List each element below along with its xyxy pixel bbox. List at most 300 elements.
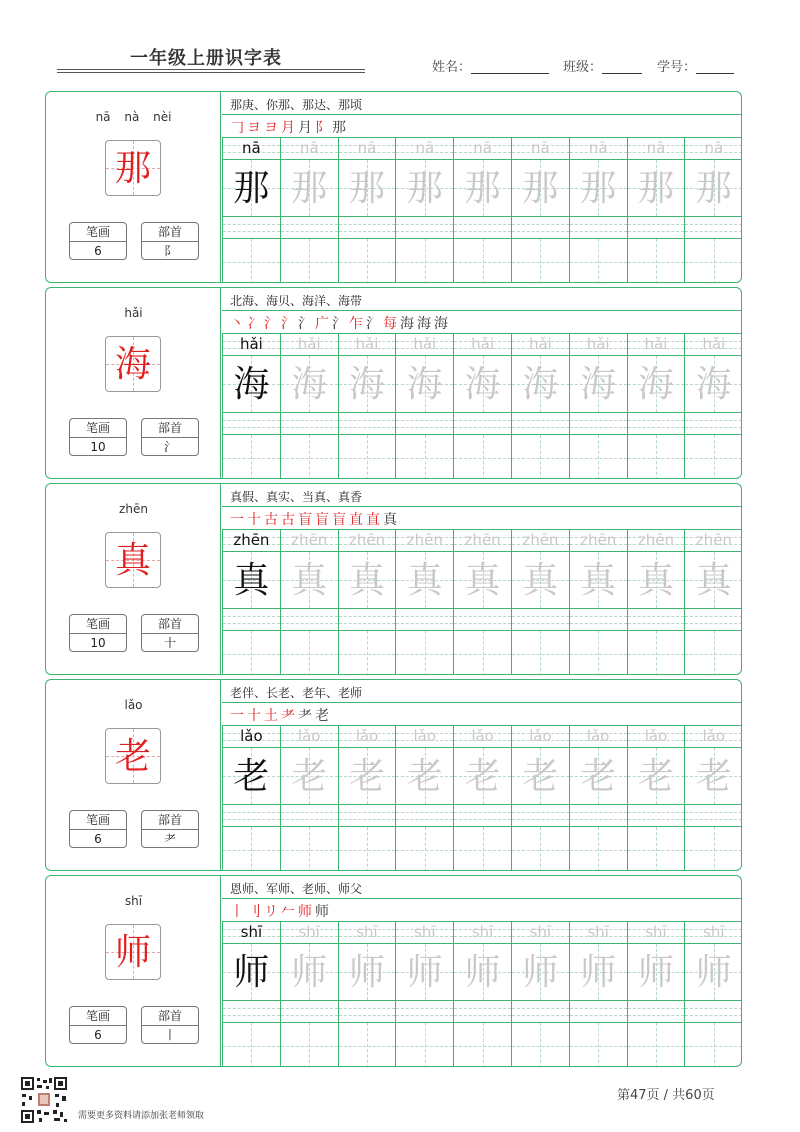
blank-character-cell[interactable] [511, 826, 569, 871]
pinyin-practice-cell[interactable] [511, 921, 569, 943]
character-practice-cell[interactable] [338, 551, 396, 608]
blank-character-cell[interactable] [222, 434, 280, 479]
blank-pinyin-cell[interactable] [511, 412, 569, 434]
pinyin-practice-cell[interactable] [222, 725, 280, 747]
pinyin-practice-cell[interactable] [511, 137, 569, 159]
blank-pinyin-cell[interactable] [395, 608, 453, 630]
practice-character: 那 [522, 168, 559, 209]
blank-pinyin-cell[interactable] [627, 608, 685, 630]
pinyin-practice-cell[interactable] [453, 725, 511, 747]
blank-pinyin-cell[interactable] [453, 216, 511, 238]
blank-pinyin-cell[interactable] [684, 216, 742, 238]
character-practice-cell[interactable] [280, 551, 338, 608]
blank-character-cell[interactable] [395, 826, 453, 871]
number-blank[interactable] [696, 60, 734, 74]
pinyin-practice-cell[interactable] [395, 333, 453, 355]
practice-character: 师 [348, 952, 385, 993]
blank-pinyin-cell[interactable] [569, 804, 627, 826]
radical-label: 部首 [142, 811, 198, 830]
blank-character-cell[interactable] [453, 630, 511, 675]
character-practice-cell[interactable] [222, 943, 280, 1000]
blank-pinyin-cell[interactable] [453, 804, 511, 826]
practice-character: 真 [637, 560, 674, 601]
pinyin-practice-cell[interactable] [280, 529, 338, 551]
radical-value: 氵 [163, 440, 176, 454]
blank-pinyin-cell[interactable] [511, 1000, 569, 1022]
blank-character-cell[interactable] [222, 1022, 280, 1067]
stroke-step: 耂 [298, 708, 315, 724]
blank-pinyin-cell[interactable] [395, 804, 453, 826]
blank-pinyin-cell[interactable] [222, 608, 280, 630]
character-practice-cell[interactable] [395, 551, 453, 608]
practice-pinyin: nā [588, 139, 608, 157]
blank-character-cell[interactable] [280, 826, 338, 871]
blank-character-cell[interactable] [395, 434, 453, 479]
stroke-step: 氵每 [366, 316, 400, 332]
radical-box [141, 418, 199, 456]
blank-pinyin-cell[interactable] [280, 216, 338, 238]
practice-pinyin: shī [240, 923, 263, 941]
blank-pinyin-cell[interactable] [627, 216, 685, 238]
character-info-panel [46, 876, 221, 1066]
character-practice-cell[interactable] [569, 551, 627, 608]
blank-pinyin-cell[interactable] [627, 804, 685, 826]
character-practice-cell[interactable] [453, 943, 511, 1000]
blank-character-cell[interactable] [569, 434, 627, 479]
pinyin-practice-cell[interactable] [222, 529, 280, 551]
blank-pinyin-cell[interactable] [395, 216, 453, 238]
pinyin-readings: lǎo [124, 698, 143, 712]
practice-pinyin: lǎo [240, 727, 263, 745]
character-practice-cell[interactable] [684, 747, 742, 804]
pinyin-practice-cell[interactable] [395, 529, 453, 551]
blank-pinyin-cell[interactable] [280, 608, 338, 630]
featured-character: 海 [114, 344, 151, 385]
pinyin-practice-cell[interactable] [395, 921, 453, 943]
practice-pinyin: shī [414, 923, 436, 941]
practice-character: 师 [406, 952, 443, 993]
pinyin-practice-cell[interactable] [569, 529, 627, 551]
pinyin-readings: shī [124, 894, 143, 908]
name-blank[interactable] [471, 60, 549, 74]
blank-character-cell[interactable] [222, 630, 280, 675]
blank-pinyin-cell[interactable] [280, 1000, 338, 1022]
blank-character-cell[interactable] [453, 434, 511, 479]
blank-character-cell[interactable] [338, 238, 396, 283]
blank-character-cell[interactable] [627, 630, 685, 675]
character-practice-cell[interactable] [222, 747, 280, 804]
character-practice-cell[interactable] [684, 943, 742, 1000]
practice-panel [222, 288, 742, 478]
practice-pinyin: hǎi [297, 335, 321, 353]
practice-pinyin: lǎo [297, 727, 321, 745]
blank-pinyin-cell[interactable] [569, 608, 627, 630]
pinyin-practice-cell[interactable] [684, 725, 742, 747]
character-practice-cell[interactable] [453, 551, 511, 608]
blank-character-cell[interactable] [222, 826, 280, 871]
stroke-step: 古 [264, 512, 281, 528]
practice-character: 海 [522, 364, 559, 405]
practice-pinyin: shī [703, 923, 725, 941]
character-info-panel [46, 680, 221, 870]
pinyin-practice-cell[interactable] [511, 529, 569, 551]
blank-character-cell[interactable] [395, 630, 453, 675]
practice-character: 师 [233, 952, 270, 993]
practice-character: 老 [637, 756, 674, 797]
practice-character: 真 [348, 560, 385, 601]
character-practice-cell[interactable] [569, 159, 627, 216]
character-info-panel [46, 92, 221, 282]
practice-pinyin: zhēn [233, 531, 270, 549]
character-practice-cell[interactable] [222, 355, 280, 412]
practice-character: 那 [233, 168, 270, 209]
practice-pinyin: zhēn [637, 531, 675, 549]
pinyin-practice-cell[interactable] [627, 137, 685, 159]
blank-character-cell[interactable] [280, 434, 338, 479]
pinyin-practice-cell[interactable] [684, 921, 742, 943]
pinyin-practice-cell[interactable] [627, 921, 685, 943]
character-practice-cell[interactable] [338, 943, 396, 1000]
character-practice-cell[interactable] [684, 355, 742, 412]
pinyin-practice-cell[interactable] [569, 137, 627, 159]
blank-character-cell[interactable] [511, 434, 569, 479]
pinyin-practice-cell[interactable] [280, 725, 338, 747]
blank-pinyin-cell[interactable] [684, 412, 742, 434]
blank-pinyin-cell[interactable] [222, 412, 280, 434]
character-practice-cell[interactable] [511, 355, 569, 412]
blank-pinyin-cell[interactable] [338, 412, 396, 434]
blank-character-cell[interactable] [222, 238, 280, 283]
stroke-step: 月阝 [298, 120, 332, 136]
pinyin-practice-cell[interactable] [684, 333, 742, 355]
blank-character-cell[interactable] [280, 630, 338, 675]
blank-character-cell[interactable] [453, 1022, 511, 1067]
stroke-step: 老 [315, 708, 332, 724]
blank-character-cell[interactable] [569, 238, 627, 283]
blank-pinyin-cell[interactable] [511, 608, 569, 630]
pinyin-practice-cell[interactable] [627, 529, 685, 551]
blank-character-cell[interactable] [684, 434, 742, 479]
practice-character: 老 [406, 756, 443, 797]
pinyin-practice-cell[interactable] [627, 333, 685, 355]
student-number-field[interactable] [657, 56, 734, 75]
pinyin-readings: hǎi [124, 306, 143, 320]
practice-pinyin: hǎi [471, 335, 495, 353]
blank-pinyin-cell[interactable] [511, 216, 569, 238]
character-practice-cell[interactable] [280, 943, 338, 1000]
practice-pinyin: hǎi [239, 335, 263, 353]
blank-pinyin-cell[interactable] [222, 216, 280, 238]
blank-pinyin-cell[interactable] [453, 608, 511, 630]
blank-character-cell[interactable] [684, 1022, 742, 1067]
character-practice-cell[interactable] [453, 747, 511, 804]
blank-pinyin-cell[interactable] [338, 608, 396, 630]
blank-character-cell[interactable] [453, 826, 511, 871]
radical-value: 阝 [163, 244, 176, 258]
example-words: 老伴、长老、老年、老师 [230, 686, 363, 700]
stroke-step: 真 [383, 512, 400, 528]
number-label: 学号： [657, 60, 697, 75]
practice-panel [222, 484, 742, 674]
character-info-panel [46, 288, 221, 478]
blank-pinyin-cell[interactable] [453, 1000, 511, 1022]
character-practice-cell[interactable] [569, 747, 627, 804]
practice-pinyin: lǎo [644, 727, 668, 745]
blank-character-cell[interactable] [338, 826, 396, 871]
practice-character: 那 [348, 168, 385, 209]
character-practice-cell[interactable] [511, 159, 569, 216]
stroke-step: 氵 [281, 316, 298, 332]
practice-pinyin: shī [645, 923, 667, 941]
stroke-order-sequence [230, 117, 349, 137]
character-practice-cell[interactable] [627, 551, 685, 608]
character-box [105, 336, 161, 392]
blank-pinyin-cell[interactable] [569, 412, 627, 434]
character-practice-cell[interactable] [627, 355, 685, 412]
character-section [45, 679, 742, 871]
practice-character: 真 [522, 560, 559, 601]
practice-pinyin: nā [646, 139, 666, 157]
pinyin-practice-cell[interactable] [222, 137, 280, 159]
blank-character-cell[interactable] [569, 826, 627, 871]
character-practice-cell[interactable] [684, 159, 742, 216]
blank-character-cell[interactable] [627, 434, 685, 479]
stroke-step: 海 [417, 316, 434, 332]
stroke-step: 十 [247, 708, 264, 724]
practice-pinyin: shī [471, 923, 494, 941]
practice-pinyin: nā [704, 139, 724, 157]
pinyin-practice-cell[interactable] [222, 333, 280, 355]
blank-pinyin-cell[interactable] [395, 412, 453, 434]
pinyin-practice-cell[interactable] [569, 921, 627, 943]
blank-pinyin-cell[interactable] [511, 804, 569, 826]
blank-character-cell[interactable] [684, 826, 742, 871]
stroke-count-label: 笔画 [70, 1007, 126, 1026]
pinyin-practice-cell[interactable] [569, 333, 627, 355]
practice-pinyin: nā [357, 139, 377, 157]
practice-character: 那 [695, 168, 732, 209]
character-practice-cell[interactable] [627, 159, 685, 216]
blank-pinyin-cell[interactable] [222, 1000, 280, 1022]
practice-character: 那 [406, 168, 443, 209]
blank-pinyin-cell[interactable] [684, 804, 742, 826]
blank-pinyin-cell[interactable] [395, 1000, 453, 1022]
pinyin-practice-cell[interactable] [453, 921, 511, 943]
character-practice-cell[interactable] [280, 159, 338, 216]
blank-pinyin-cell[interactable] [684, 1000, 742, 1022]
character-practice-cell[interactable] [338, 747, 396, 804]
blank-character-cell[interactable] [511, 238, 569, 283]
class-blank[interactable] [602, 60, 642, 74]
pinyin-practice-cell[interactable] [569, 725, 627, 747]
practice-character: 师 [291, 952, 328, 993]
featured-character: 真 [114, 540, 151, 581]
pinyin-practice-cell[interactable] [280, 921, 338, 943]
pinyin-practice-cell[interactable] [453, 333, 511, 355]
blank-character-cell[interactable] [511, 630, 569, 675]
blank-character-cell[interactable] [395, 1022, 453, 1067]
pinyin-practice-cell[interactable] [338, 333, 396, 355]
stroke-step: 师 [298, 904, 315, 920]
example-words: 北海、海贝、海洋、海带 [230, 294, 363, 308]
character-practice-cell[interactable] [569, 943, 627, 1000]
practice-pinyin: zhēn [348, 531, 386, 549]
practice-pinyin: zhēn [695, 531, 732, 549]
character-practice-cell[interactable] [511, 747, 569, 804]
character-practice-cell[interactable] [453, 355, 511, 412]
pinyin-readings: zhēn [119, 502, 148, 516]
pinyin-readings: nā nà nèi [95, 110, 172, 124]
practice-pinyin: lǎo [413, 727, 437, 745]
practice-character: 海 [580, 364, 617, 405]
practice-character: 那 [291, 168, 328, 209]
qr-code [20, 1076, 68, 1124]
practice-pinyin: zhēn [522, 531, 559, 549]
character-practice-cell[interactable] [395, 159, 453, 216]
pinyin-practice-cell[interactable] [338, 921, 396, 943]
character-practice-cell[interactable] [338, 355, 396, 412]
stroke-order-sequence [230, 509, 400, 529]
character-practice-cell[interactable] [511, 551, 569, 608]
practice-character: 师 [637, 952, 674, 993]
featured-character: 师 [114, 932, 151, 973]
character-box [105, 532, 161, 588]
blank-character-cell[interactable] [280, 1022, 338, 1067]
stroke-count-value: 6 [94, 832, 102, 846]
class-field[interactable] [563, 56, 642, 75]
blank-character-cell[interactable] [569, 630, 627, 675]
pinyin-practice-cell[interactable] [511, 725, 569, 747]
pinyin-practice-cell[interactable] [453, 137, 511, 159]
practice-pinyin: zhēn [580, 531, 617, 549]
stroke-step: 海 [434, 316, 451, 332]
practice-character: 真 [233, 560, 270, 601]
blank-character-cell[interactable] [627, 238, 685, 283]
stroke-step: 月 [281, 120, 298, 136]
stroke-step: 盲 [315, 512, 332, 528]
stroke-count-label: 笔画 [70, 615, 126, 634]
character-practice-cell[interactable] [569, 355, 627, 412]
blank-pinyin-cell[interactable] [280, 412, 338, 434]
practice-character: 那 [464, 168, 501, 209]
name-field[interactable] [432, 56, 549, 75]
character-practice-cell[interactable] [684, 551, 742, 608]
blank-character-cell[interactable] [569, 1022, 627, 1067]
stroke-step: 丨 [230, 904, 247, 920]
character-practice-cell[interactable] [395, 943, 453, 1000]
blank-character-cell[interactable] [627, 1022, 685, 1067]
pinyin-practice-cell[interactable] [338, 725, 396, 747]
blank-pinyin-cell[interactable] [684, 608, 742, 630]
blank-pinyin-cell[interactable] [338, 1000, 396, 1022]
blank-pinyin-cell[interactable] [569, 216, 627, 238]
character-practice-cell[interactable] [222, 551, 280, 608]
stroke-count-box [69, 418, 127, 456]
character-practice-cell[interactable] [511, 943, 569, 1000]
practice-character: 那 [637, 168, 674, 209]
example-words: 那庚、你那、那达、那顷 [230, 98, 363, 112]
blank-pinyin-cell[interactable] [222, 804, 280, 826]
character-practice-cell[interactable] [453, 159, 511, 216]
blank-character-cell[interactable] [453, 238, 511, 283]
character-practice-cell[interactable] [627, 943, 685, 1000]
blank-pinyin-cell[interactable] [569, 1000, 627, 1022]
stroke-order-row [222, 506, 742, 528]
blank-character-cell[interactable] [338, 1022, 396, 1067]
radical-box [141, 1006, 199, 1044]
blank-character-cell[interactable] [395, 238, 453, 283]
name-label: 姓名： [432, 60, 472, 75]
blank-pinyin-cell[interactable] [338, 216, 396, 238]
character-practice-cell[interactable] [338, 159, 396, 216]
blank-pinyin-cell[interactable] [627, 1000, 685, 1022]
character-practice-cell[interactable] [222, 159, 280, 216]
pinyin-practice-cell[interactable] [280, 137, 338, 159]
pinyin-practice-cell[interactable] [338, 529, 396, 551]
practice-pinyin: hǎi [644, 335, 668, 353]
practice-grid [222, 725, 742, 871]
pinyin-practice-cell[interactable] [511, 333, 569, 355]
blank-pinyin-cell[interactable] [627, 412, 685, 434]
blank-character-cell[interactable] [511, 1022, 569, 1067]
blank-character-cell[interactable] [684, 238, 742, 283]
pinyin-practice-cell[interactable] [395, 725, 453, 747]
stroke-order-sequence [230, 313, 451, 333]
stroke-order-sequence [230, 705, 332, 725]
pinyin-practice-cell[interactable] [627, 725, 685, 747]
blank-pinyin-cell[interactable] [280, 804, 338, 826]
stroke-step: 耂 [281, 708, 298, 724]
practice-character: 真 [695, 560, 732, 601]
practice-pinyin: nā [415, 139, 435, 157]
blank-character-cell[interactable] [338, 630, 396, 675]
practice-character: 海 [233, 364, 270, 405]
stroke-step: 氵广 [298, 316, 332, 332]
stroke-step: 一 [230, 708, 247, 724]
blank-character-cell[interactable] [338, 434, 396, 479]
stroke-step: 氵 [264, 316, 281, 332]
practice-character: 老 [695, 756, 732, 797]
stroke-order-row [222, 310, 742, 332]
radical-box [141, 222, 199, 260]
character-practice-cell[interactable] [395, 747, 453, 804]
pinyin-practice-cell[interactable] [338, 137, 396, 159]
pinyin-practice-cell[interactable] [222, 921, 280, 943]
blank-character-cell[interactable] [627, 826, 685, 871]
blank-pinyin-cell[interactable] [338, 804, 396, 826]
practice-pinyin: nā [242, 139, 261, 157]
pinyin-practice-cell[interactable] [684, 137, 742, 159]
blank-character-cell[interactable] [280, 238, 338, 283]
character-practice-cell[interactable] [280, 355, 338, 412]
blank-character-cell[interactable] [684, 630, 742, 675]
practice-pinyin: nā [531, 139, 550, 157]
character-practice-cell[interactable] [395, 355, 453, 412]
stroke-order-row [222, 114, 742, 136]
pinyin-practice-cell[interactable] [684, 529, 742, 551]
practice-pinyin: lǎo [355, 727, 379, 745]
pinyin-practice-cell[interactable] [453, 529, 511, 551]
character-practice-cell[interactable] [280, 747, 338, 804]
blank-pinyin-cell[interactable] [453, 412, 511, 434]
practice-grid [222, 333, 742, 479]
practice-pinyin: hǎi [355, 335, 379, 353]
character-practice-cell[interactable] [627, 747, 685, 804]
pinyin-practice-cell[interactable] [395, 137, 453, 159]
practice-character: 真 [580, 560, 617, 601]
practice-pinyin: nā [473, 139, 492, 157]
pinyin-practice-cell[interactable] [280, 333, 338, 355]
